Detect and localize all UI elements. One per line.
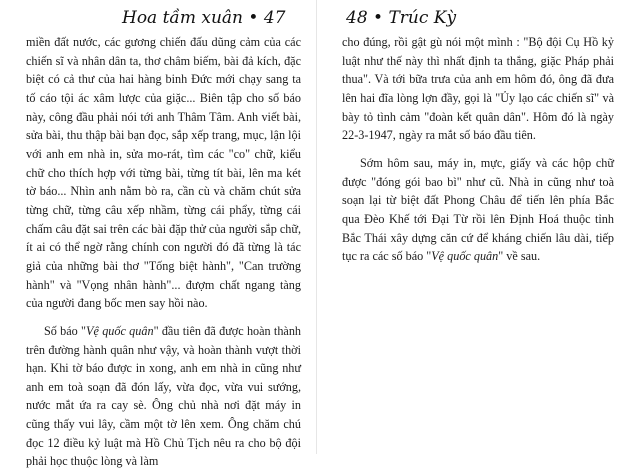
right-page bbox=[318, 0, 634, 454]
newspaper-title: Vệ quốc quân bbox=[431, 249, 499, 264]
left-paragraph-2 bbox=[26, 322, 301, 471]
left-page-header: Hoa tầm xuân • 47 bbox=[122, 8, 286, 28]
newspaper-title: Vệ quốc quân bbox=[86, 323, 154, 338]
left-page bbox=[0, 0, 316, 469]
right-paragraph-2-rest: " về sau. bbox=[498, 249, 541, 264]
left-page-body bbox=[26, 33, 301, 471]
right-paragraph-2 bbox=[342, 154, 614, 266]
right-page-header: 48 • Trúc Kỳ bbox=[346, 8, 457, 28]
left-paragraph-2-start: Số báo " bbox=[44, 323, 87, 338]
right-paragraph-2-start: Sớm hôm sau, máy in, mực, giấy và các hộp chữ được "đóng gói bao bì" như cũ. Nhà in cũng như toà soạn lại từ biệt đất Phong Châu để tiến lên phía Bắc qua Đèo Khế tới Đại Từ rồi lên Định Hoá thuộc tỉnh Bắc Thái xây dựng căn cứ để kháng chiến lâu dài, tiếp tục ra các số báo " bbox=[342, 155, 614, 264]
left-paragraph-1: miền đất nước, các gương chiến đấu dũng cảm của các chiến sĩ và nhân dân ta, thơ châm biếm, bài đả kích, đặc biệt có cả thư của hai hàng binh Đức mới chạy sang ta tố cáo tội ác xâm lược của giặc... Biên tập cho số báo này, công đầu phải nói tới anh Thâm Tâm. Anh viết bài, sửa bài, thu thập bài bạn đọc, sắp xếp trang, mục, lận lội với anh em nhà in, sửa mo-rát, tìm các "co" chữ, kiểu chữ cho thích hợp với từng bài, từng tít bài, lên ma két tờ báo... Nhìn anh nằm bò ra, cần cù và chăm chút sửa từng chữ, từng câu xếp nhầm, từng cái phẩy, từng cái chấm câu đặt sai trên các bài đặp thử của người sắp chữ, ít ai có thể ngờ rằng chính con người đó đã từng là tác giả của những bài thơ "Tống biệt hành", "Can trường hành" và "Vọng nhân hành"... đượm chất ngang tàng của người đang bốc men say hồi nào. bbox=[26, 35, 301, 311]
page-gutter bbox=[316, 0, 317, 454]
left-paragraph-2-rest: " đầu tiên đã được hoàn thành trên đường hành quân như vậy, và hoàn thành vượt thời hạn. Khi tờ báo được in xong, anh em nhà in cũng như anh em toà soạn đã đón lấy, vừa đọc, vừa vui sướng, nước mắt ứa ra cay sè. Ông chủ nhà nơi đặt máy in cũng thấy vui lây, cầm một tờ lên xem. Ông chăm chú đọc 12 điều kỷ luật mà Hồ Chủ Tịch nêu ra cho bộ đội phải học thuộc lòng và làm bbox=[26, 323, 302, 469]
right-page-body bbox=[342, 33, 614, 266]
right-paragraph-1: cho đúng, rồi gật gù nói một mình : "Bộ đội Cụ Hồ kỷ luật như thế này thì nhất định ta thắng, giặc Pháp phải thua". Và tới bữa trưa của anh em hôm đó, ông đã đưa lên hai đĩa lòng lợn đầy, gọi là "Ủy lạo các chiến sĩ" và bày tỏ tình cảm "đoàn kết quân dân". Hôm đó là ngày 22-3-1947, ngày ra mắt số báo đầu tiên. bbox=[342, 35, 614, 143]
